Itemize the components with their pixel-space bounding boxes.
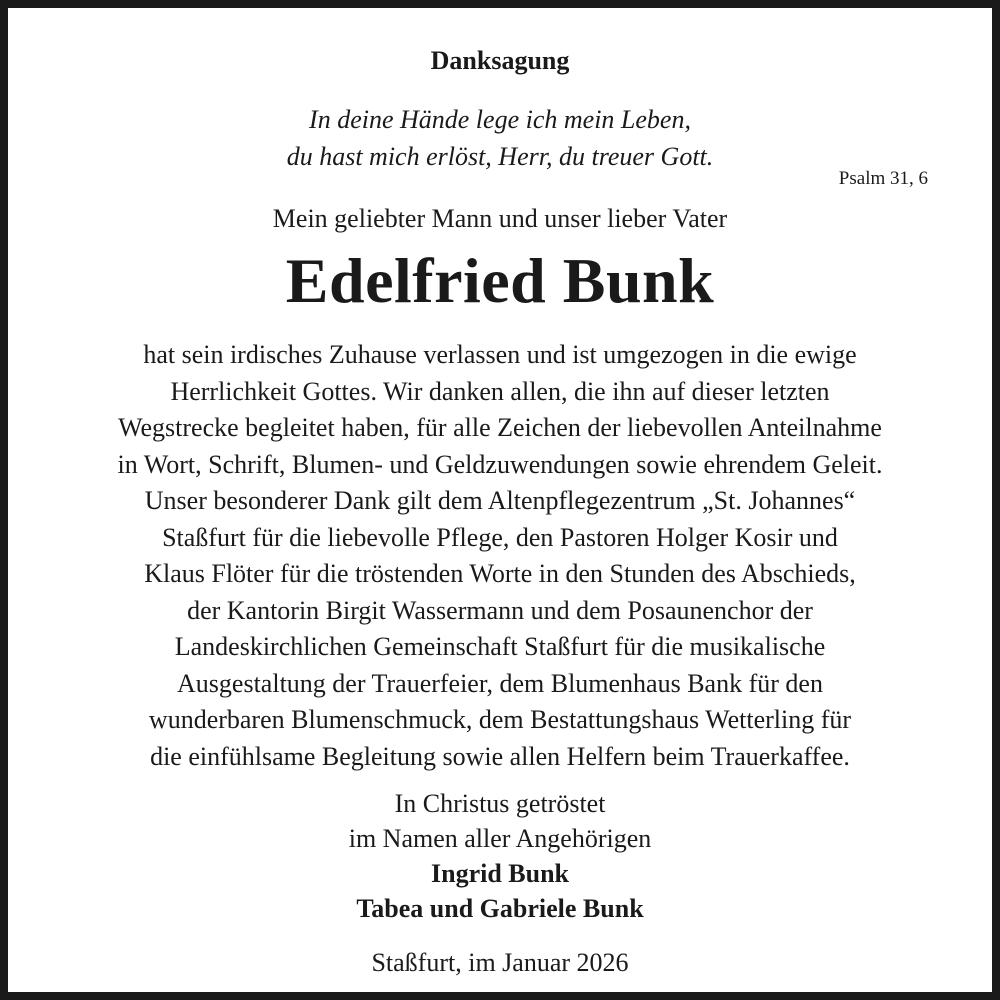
place-date: Staßfurt, im Januar 2026 bbox=[371, 948, 629, 977]
body-line: wunderbaren Blumenschmuck, dem Bestattungshaus Wetterling für bbox=[148, 705, 852, 734]
notice-heading: Danksagung bbox=[430, 46, 570, 75]
closing-block bbox=[8, 786, 992, 926]
body-line: Unser besonderer Dank gilt dem Altenpflegezentrum „St. Johannes“ bbox=[144, 486, 856, 515]
body-line: hat sein irdisches Zuhause verlassen und ist umgezogen in die ewige bbox=[143, 340, 857, 369]
verse-line-1: In deine Hände lege ich mein Leben, bbox=[309, 105, 691, 134]
signer-2: Tabea und Gabriele Bunk bbox=[356, 894, 644, 923]
body-line: Staßfurt für die liebevolle Pflege, den Pastoren Holger Kosir und bbox=[162, 522, 838, 552]
body-line: Ausgestaltung der Trauerfeier, dem Blumenhaus Bank für den bbox=[177, 668, 823, 698]
body-line: die einfühlsame Begleitung sowie allen Helfern beim Trauerkaffee. bbox=[150, 741, 850, 771]
body-line: Wegstrecke begleitet haben, für alle Zeichen der liebevollen Anteilnahme bbox=[118, 413, 882, 442]
body-line: Landeskirchlichen Gemeinschaft Staßfurt für die musikalische bbox=[174, 632, 826, 661]
verse-source: Psalm 31, 6 bbox=[838, 168, 928, 189]
body-line: der Kantorin Birgit Wassermann und dem Posaunenchor der bbox=[187, 595, 813, 625]
body-line: Klaus Flöter für die tröstenden Worte in den Stunden des Abschieds, bbox=[144, 559, 856, 588]
body-line: in Wort, Schrift, Blumen- und Geldzuwendungen sowie ehrendem Geleit. bbox=[117, 449, 883, 479]
signer-1: Ingrid Bunk bbox=[430, 859, 570, 888]
closing-line-2: im Namen aller Angehörigen bbox=[348, 824, 652, 853]
verse-line-2: du hast mich erlöst, Herr, du treuer Gott. bbox=[286, 142, 714, 171]
body-line: Herrlichkeit Gottes. Wir danken allen, die ihn auf dieser letzten bbox=[170, 376, 830, 406]
deceased-name: Edelfried Bunk bbox=[285, 245, 715, 316]
intro-line: Mein geliebter Mann und unser lieber Vater bbox=[272, 204, 728, 233]
closing-line-1: In Christus getröstet bbox=[394, 789, 606, 818]
thanks-body bbox=[8, 337, 992, 775]
